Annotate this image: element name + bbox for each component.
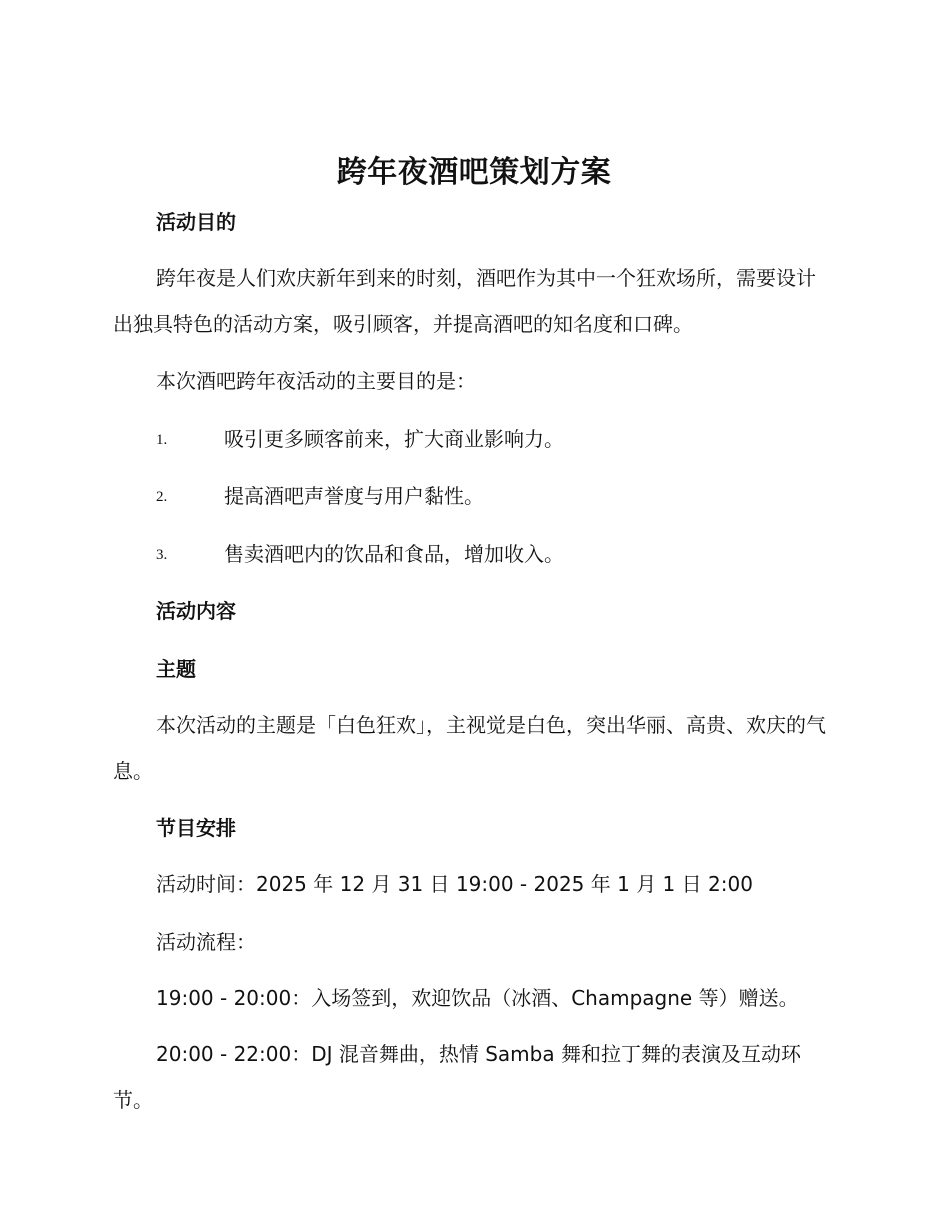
list-item [156,425,836,453]
flow-item-2: 20:00 - 22:00：DJ 混音舞曲，热情 Samba 舞和拉丁舞的表演及互动环节。 [113,1042,801,1112]
list-number: 3. [156,547,168,563]
flow-item-1: 19:00 - 20:00：入场签到，欢迎饮品（冰酒、Champagne 等）赠送。 [156,986,799,1010]
list-text: 售卖酒吧内的饮品和食品，增加收入。 [224,542,564,566]
list-item [156,540,836,568]
activity-time: 活动时间：2025 年 12 月 31 日 19:00 - 2025 年 1 月 1 日 2:00 [156,872,753,896]
theme-paragraph: 本次活动的主题是「白色狂欢」，主视觉是白色，突出华丽、高贵、欢庆的气息。 [113,713,826,783]
section-heading-program: 节目安排 [156,816,236,840]
page-title: 跨年夜酒吧策划方案 [336,155,612,190]
section-heading-theme: 主题 [156,657,196,681]
list-text: 吸引更多顾客前来，扩大商业影响力。 [224,427,564,451]
purpose-paragraph: 跨年夜是人们欢庆新年到来的时刻，酒吧作为其中一个狂欢场所，需要设计出独具特色的活动方案，吸引顾客，并提高酒吧的知名度和口碑。 [113,266,816,336]
list-item [156,482,836,510]
list-text: 提高酒吧声誉度与用户黏性。 [224,484,484,508]
activity-flow-label: 活动流程： [156,930,256,954]
purpose-intro: 本次酒吧跨年夜活动的主要目的是： [156,369,476,393]
list-number: 1. [156,432,168,448]
section-heading-content: 活动内容 [156,599,236,623]
list-number: 2. [156,489,168,505]
section-heading-purpose: 活动目的 [156,210,236,234]
